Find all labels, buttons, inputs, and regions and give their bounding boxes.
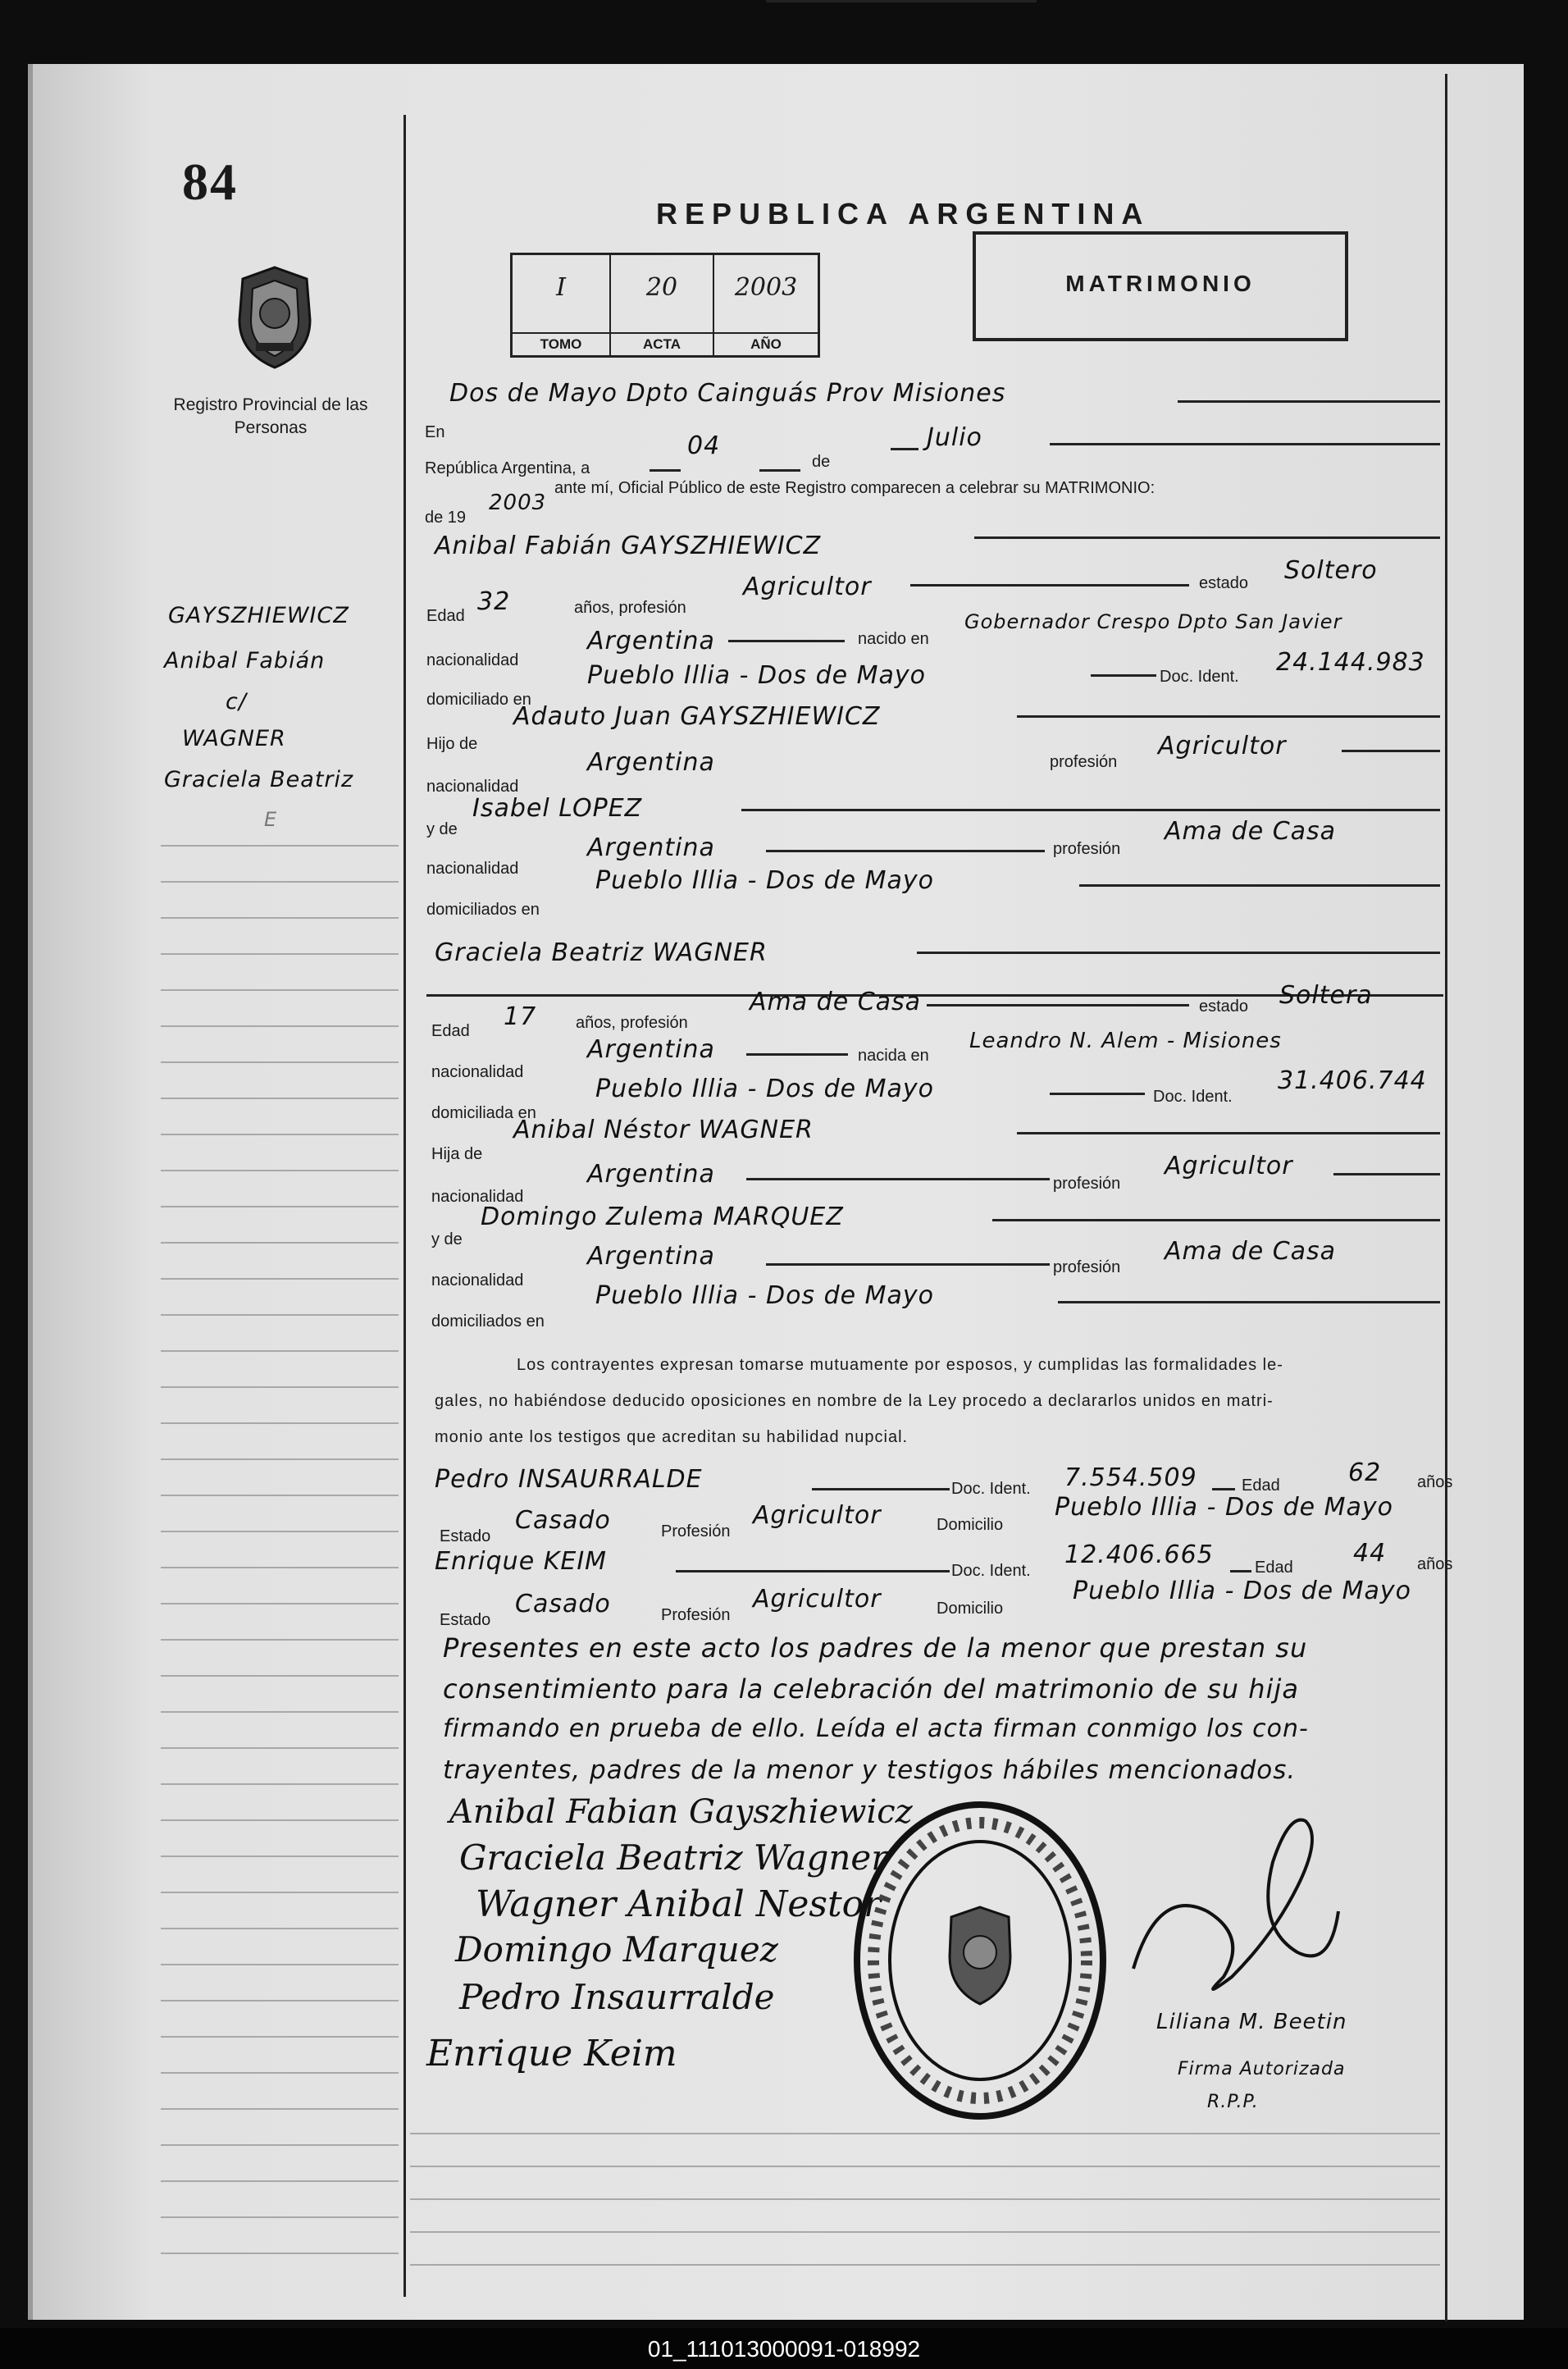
margin-rule-line — [161, 917, 399, 919]
margin-rule-line — [161, 2144, 399, 2146]
page-number: 84 — [182, 153, 238, 211]
witness-2-profesion: Agricultor — [753, 1585, 882, 1614]
acta-label: ACTA — [611, 332, 713, 355]
fill-line — [766, 850, 1045, 852]
margin-note-line: Anibal Fabián — [164, 648, 326, 673]
margin-rule-line — [161, 2180, 399, 2182]
witness-2-doc-label: Doc. Ident. — [951, 1562, 1031, 1580]
intro-republica-label: República Argentina, a — [425, 459, 590, 477]
margin-rule-line — [161, 1242, 399, 1244]
margin-rule-line — [161, 1711, 399, 1713]
province-seal-icon — [228, 262, 321, 372]
groom-padre-prof-label: profesión — [1050, 753, 1118, 771]
declaration-line: monio ante los testigos que acreditan su habilidad nupcial. — [435, 1428, 909, 1446]
fill-line — [1333, 1173, 1440, 1175]
notes-line: trayentes, padres de la menor y testigos hábiles mencionados. — [443, 1755, 1297, 1785]
witness-2-estado-label: Estado — [440, 1611, 491, 1629]
intro-de19-label: de 19 — [425, 509, 467, 527]
margin-rule-line — [161, 1675, 399, 1677]
bride-padre-prof: Agricultor — [1165, 1152, 1293, 1180]
groom-madre: Isabel LOPEZ — [472, 794, 643, 823]
bride-padres-dom: Pueblo Illia - Dos de Mayo — [595, 1281, 934, 1310]
margin-rule-line — [161, 1928, 399, 1929]
witness-2-anos-label: años — [1417, 1555, 1453, 1573]
margin-rule-line — [161, 1783, 399, 1785]
margin-rule-line — [161, 1964, 399, 1965]
bride-edad: 17 — [504, 1002, 537, 1031]
margin-rule-line — [161, 2108, 399, 2110]
fill-line — [676, 1570, 950, 1572]
fill-line — [1017, 1132, 1440, 1134]
country-title: REPUBLICA ARGENTINA — [656, 197, 1151, 231]
fill-line — [910, 584, 1189, 587]
groom-madre-nac-label: nacionalidad — [426, 860, 519, 878]
margin-rule-line — [161, 2036, 399, 2038]
official-stamp-icon — [845, 1792, 1115, 2129]
official-name: Liliana M. Beetin — [1156, 2010, 1347, 2034]
fill-line — [1212, 1488, 1235, 1490]
fill-line — [1178, 400, 1440, 403]
fill-line — [812, 1488, 950, 1490]
fill-line — [1050, 1093, 1145, 1095]
bride-name: Graciela Beatriz WAGNER — [435, 938, 768, 967]
bride-madre-nac-label: nacionalidad — [431, 1271, 524, 1289]
fill-line — [1091, 674, 1156, 677]
witness-1-edad: 62 — [1348, 1458, 1382, 1487]
body-rule-line — [410, 2133, 1440, 2134]
groom-doc: 24.144.983 — [1276, 648, 1425, 677]
margin-rule-line — [161, 1458, 399, 1460]
groom-edad: 32 — [477, 587, 511, 616]
ano-label: AÑO — [714, 332, 818, 355]
margin-note-line: c/ — [226, 689, 247, 714]
groom-madre-prof: Ama de Casa — [1165, 817, 1337, 846]
fill-line — [746, 1053, 848, 1056]
fill-line — [927, 1004, 1189, 1006]
act-type: MATRIMONIO — [1065, 271, 1256, 296]
margin-rule-line — [161, 2072, 399, 2074]
declaration-line: gales, no habiéndose deducido oposiciones en nombre de la Ley procedo a declararlos unidos en matri- — [435, 1392, 1274, 1410]
bride-yde-label: y de — [431, 1230, 463, 1248]
groom-hijo-label: Hijo de — [426, 735, 478, 753]
fill-line — [992, 1219, 1440, 1221]
groom-nacionalidad: Argentina — [587, 627, 715, 655]
witness-2-edad-label: Edad — [1255, 1559, 1293, 1577]
witness-1-name: Pedro INSAURRALDE — [435, 1465, 703, 1494]
notes-line: Presentes en este acto los padres de la menor que prestan su — [443, 1632, 1308, 1664]
margin-rule-line — [161, 1892, 399, 1893]
groom-padres-dom-label: domiciliados en — [426, 901, 540, 919]
margin-rule-line — [161, 1639, 399, 1641]
fill-line — [1230, 1570, 1251, 1572]
groom-name: Anibal Fabián GAYSZHIEWICZ — [435, 532, 822, 560]
witness-1-doc-label: Doc. Ident. — [951, 1480, 1031, 1498]
intro-de-label: de — [812, 453, 831, 471]
scan-id: 01_111013000091-018992 — [647, 2336, 921, 2362]
intro-place: Dos de Mayo Dpto Cainguás Prov Misiones — [449, 379, 1006, 408]
fill-line — [746, 1178, 1050, 1180]
witness-1-doc: 7.554.509 — [1064, 1463, 1197, 1492]
groom-profesion: Agricultor — [743, 573, 872, 601]
bride-edad-label: Edad — [431, 1022, 470, 1040]
groom-anos-label: años, profesión — [574, 599, 686, 617]
bride-hija-label: Hija de — [431, 1145, 483, 1163]
notes-line: consentimiento para la celebración del matrimonio de su hija — [443, 1673, 1299, 1705]
intro-year: 2003 — [489, 491, 547, 515]
margin-note-line: E — [264, 808, 278, 831]
bride-madre-prof-label: profesión — [1053, 1258, 1121, 1276]
ano-cell — [714, 255, 818, 355]
fill-line — [759, 469, 800, 472]
witness-1-domicilio: Pueblo Illia - Dos de Mayo — [1055, 1493, 1393, 1522]
bride-nacida-label: nacida en — [858, 1047, 929, 1065]
margin-note-line: WAGNER — [182, 726, 286, 751]
margin-rule-line — [161, 953, 399, 955]
bride-padre: Anibal Néstor WAGNER — [513, 1116, 814, 1144]
fill-line — [728, 640, 845, 642]
fill-line — [917, 952, 1440, 954]
bride-padre-prof-label: profesión — [1053, 1175, 1121, 1193]
margin-rule-line — [161, 1386, 399, 1388]
groom-padre-nac-label: nacionalidad — [426, 778, 519, 796]
groom-madre-nac: Argentina — [587, 833, 715, 862]
groom-estado-label: estado — [1199, 574, 1249, 592]
signature-bride: Graciela Beatriz Wagner — [459, 1837, 888, 1878]
margin-rule-line — [161, 1603, 399, 1604]
margin-rule-line — [161, 1278, 399, 1280]
ano-value: 2003 — [734, 273, 798, 302]
official-title: Firma Autorizada — [1178, 2059, 1346, 2079]
fill-line — [1017, 715, 1440, 718]
fill-line — [1058, 1301, 1440, 1303]
margin-rule-line — [161, 2253, 399, 2254]
body-rule-line — [410, 2166, 1440, 2167]
body-rule-line — [410, 2264, 1440, 2266]
act-type-box — [973, 231, 1348, 341]
margin-rule-line — [161, 1206, 399, 1207]
bride-madre-prof: Ama de Casa — [1165, 1237, 1337, 1266]
witness-2-estado: Casado — [515, 1590, 611, 1618]
body-rule-line — [410, 2198, 1440, 2200]
bride-padre-nac-label: nacionalidad — [431, 1188, 524, 1206]
fill-line — [766, 0, 1037, 2]
margin-rule-line — [161, 1422, 399, 1424]
groom-nac-label: nacionalidad — [426, 651, 519, 669]
witness-2-domicilio-label: Domicilio — [937, 1600, 1004, 1618]
fill-line — [766, 1263, 1050, 1266]
bride-nac-label: nacionalidad — [431, 1063, 524, 1081]
margin-note-line: GAYSZHIEWICZ — [168, 603, 349, 628]
witness-2-doc: 12.406.665 — [1064, 1541, 1214, 1569]
margin-rule-line — [161, 1314, 399, 1316]
signature-groom: Anibal Fabian Gayszhiewicz — [449, 1793, 913, 1831]
intro-day: 04 — [687, 431, 721, 460]
margin-rule-line — [161, 1098, 399, 1099]
margin-rule-line — [161, 2000, 399, 2002]
fill-line — [891, 448, 918, 450]
signature-bride-father: Wagner Anibal Nestor — [476, 1883, 882, 1925]
witness-1-profesion: Agricultor — [753, 1501, 882, 1530]
groom-estado: Soltero — [1284, 556, 1378, 585]
witness-2-edad: 44 — [1353, 1539, 1387, 1568]
fill-line — [741, 809, 1440, 811]
bride-estado-label: estado — [1199, 997, 1249, 1016]
margin-rule-line — [161, 1747, 399, 1749]
bride-dom-label: domiciliada en — [431, 1104, 536, 1122]
witness-2-profesion-label: Profesión — [661, 1606, 731, 1624]
official-signature-icon — [1109, 1788, 1355, 2018]
tomo-acta-ano-box — [510, 253, 820, 358]
witness-2-domicilio: Pueblo Illia - Dos de Mayo — [1073, 1577, 1411, 1605]
margin-rule-line — [161, 1025, 399, 1027]
margin-rule-line — [161, 1170, 399, 1171]
margin-rule-line — [161, 1531, 399, 1532]
witness-1-domicilio-label: Domicilio — [937, 1516, 1004, 1534]
margin-rule-line — [161, 989, 399, 991]
bride-doc-label: Doc. Ident. — [1153, 1088, 1233, 1106]
acta-cell — [611, 255, 714, 355]
bride-doc: 31.406.744 — [1278, 1066, 1427, 1095]
groom-domicilio: Pueblo Illia - Dos de Mayo — [587, 661, 926, 690]
intro-en-label: En — [425, 423, 445, 441]
right-margin-line — [1445, 74, 1447, 2321]
intro-month: Julio — [927, 423, 982, 452]
declaration-line: Los contrayentes expresan tomarse mutuamente por esposos, y cumplidas las formalidades le- — [517, 1356, 1283, 1374]
witness-2-name: Enrique KEIM — [435, 1547, 608, 1576]
groom-padre-prof: Agricultor — [1158, 732, 1287, 760]
fill-line — [1079, 884, 1440, 887]
tomo-label: TOMO — [513, 332, 609, 355]
bride-profesion: Ama de Casa — [750, 988, 922, 1016]
groom-dom-label: domiciliado en — [426, 691, 531, 709]
tomo-value: I — [556, 273, 566, 302]
witness-1-edad-label: Edad — [1242, 1477, 1280, 1495]
signature-witness-2: Enrique Keim — [426, 2033, 677, 2075]
bride-nacida-en: Leandro N. Alem - Misiones — [969, 1029, 1282, 1053]
registry-name: Registro Provincial de las Personas — [173, 395, 368, 437]
tomo-cell — [513, 255, 611, 355]
groom-nacido-label: nacido en — [858, 630, 929, 648]
witness-1-estado-label: Estado — [440, 1527, 491, 1545]
official-office: R.P.P. — [1207, 2092, 1259, 2112]
acta-value: 20 — [645, 273, 678, 302]
bride-padre-nac: Argentina — [587, 1160, 715, 1189]
bride-estado: Soltera — [1279, 981, 1373, 1010]
body-rule-line — [410, 2231, 1440, 2233]
fill-line — [650, 469, 681, 472]
witness-1-profesion-label: Profesión — [661, 1522, 731, 1541]
bride-nacionalidad: Argentina — [587, 1035, 715, 1064]
groom-edad-label: Edad — [426, 607, 465, 625]
margin-rule-line — [161, 1495, 399, 1496]
groom-yde-label: y de — [426, 820, 458, 838]
margin-rule-line — [161, 1350, 399, 1352]
margin-rule-line — [161, 1134, 399, 1135]
witness-1-anos-label: años — [1417, 1473, 1453, 1491]
margin-rule-line — [161, 1061, 399, 1063]
fill-line — [1342, 750, 1440, 752]
bride-madre: Domingo Zulema MARQUEZ — [481, 1203, 844, 1231]
groom-madre-prof-label: profesión — [1053, 840, 1121, 858]
column-divider — [403, 115, 406, 2297]
margin-rule-line — [161, 1819, 399, 1821]
margin-rule-line — [161, 2216, 399, 2218]
groom-padres-dom: Pueblo Illia - Dos de Mayo — [595, 866, 934, 895]
witness-1-estado: Casado — [515, 1506, 611, 1535]
groom-padre-nac: Argentina — [587, 748, 715, 777]
groom-doc-label: Doc. Ident. — [1160, 668, 1239, 686]
signature-bride-mother: Domingo Marquez — [455, 1929, 778, 1970]
notes-line: firmando en prueba de ello. Leída el acta firman conmigo los con- — [443, 1714, 1309, 1743]
fill-line — [974, 536, 1440, 539]
intro-statement: ante mí, Oficial Público de este Registro comparecen a celebrar su MATRIMONIO: — [554, 479, 1155, 497]
bride-anos-label: años, profesión — [576, 1014, 688, 1032]
margin-note-line: Graciela Beatriz — [164, 767, 354, 792]
fill-line — [1050, 443, 1440, 445]
margin-rule-line — [161, 881, 399, 883]
bride-domicilio: Pueblo Illia - Dos de Mayo — [595, 1075, 934, 1103]
groom-nacido-en: Gobernador Crespo Dpto San Javier — [964, 610, 1342, 633]
margin-rule-line — [161, 1855, 399, 1857]
bride-madre-nac: Argentina — [587, 1242, 715, 1271]
margin-rule-line — [161, 1567, 399, 1568]
bride-padres-dom-label: domiciliados en — [431, 1312, 545, 1331]
margin-rule-line — [161, 845, 399, 847]
groom-padre: Adauto Juan GAYSZHIEWICZ — [513, 702, 881, 731]
signature-witness-1: Pedro Insaurralde — [459, 1977, 775, 2017]
